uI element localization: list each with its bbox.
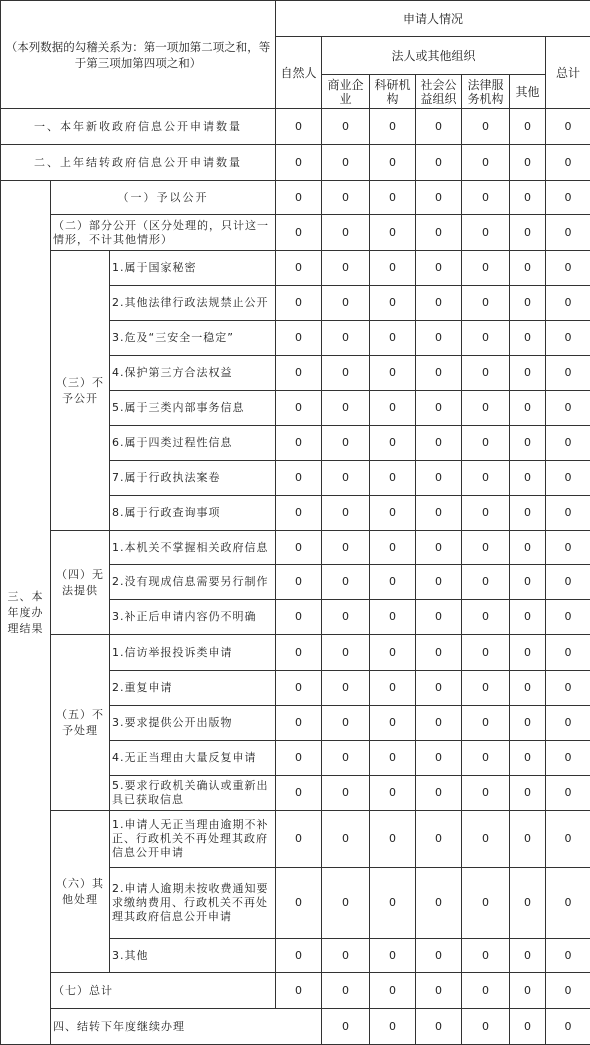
value-cell: 0 — [546, 286, 590, 321]
value-cell: 0 — [370, 776, 416, 811]
value-cell: 0 — [322, 868, 370, 939]
item-label: 3.要求提供公开出版物 — [110, 706, 276, 741]
value-cell: 0 — [416, 741, 462, 776]
value-cell: 0 — [370, 565, 416, 600]
value-cell: 0 — [370, 215, 416, 251]
value-cell: 0 — [322, 811, 370, 868]
value-cell: 0 — [510, 868, 546, 939]
value-cell: 0 — [462, 565, 510, 600]
value-cell: 0 — [370, 671, 416, 706]
value-cell: 0 — [370, 706, 416, 741]
value-cell: 0 — [416, 1009, 462, 1045]
value-cell: 0 — [546, 671, 590, 706]
value-cell: 0 — [546, 741, 590, 776]
value-cell: 0 — [546, 251, 590, 286]
value-cell: 0 — [276, 109, 322, 145]
value-cell: 0 — [276, 776, 322, 811]
item-label: 2.申请人逾期未按收费通知要求缴纳费用、行政机关不再处理其政府信息公开申请 — [110, 868, 276, 939]
org-type-header: 法律服务机构 — [462, 75, 510, 109]
item-label: 5.要求行政机关确认或重新出具已获取信息 — [110, 776, 276, 811]
value-cell: 0 — [416, 531, 462, 565]
value-cell: 0 — [462, 706, 510, 741]
org-type-header: 商业企业 — [322, 75, 370, 109]
value-cell: 0 — [370, 1009, 416, 1045]
value-cell: 0 — [546, 356, 590, 391]
value-cell: 0 — [462, 181, 510, 215]
value-cell: 0 — [416, 109, 462, 145]
value-cell: 0 — [370, 973, 416, 1009]
value-cell: 0 — [416, 145, 462, 181]
value-cell: 0 — [370, 251, 416, 286]
item-label: 3.补正后申请内容仍不明确 — [110, 600, 276, 635]
value-cell: 0 — [416, 391, 462, 426]
value-cell: 0 — [462, 973, 510, 1009]
value-cell: 0 — [276, 811, 322, 868]
value-cell: 0 — [510, 286, 546, 321]
value-cell: 0 — [416, 215, 462, 251]
value-cell: 0 — [510, 939, 546, 973]
value-cell: 0 — [416, 600, 462, 635]
value-cell: 0 — [322, 181, 370, 215]
value-cell: 0 — [462, 939, 510, 973]
item-label: 6.属于四类过程性信息 — [110, 426, 276, 461]
value-cell: 0 — [276, 321, 322, 356]
value-cell: 0 — [370, 811, 416, 868]
value-cell: 0 — [276, 251, 322, 286]
value-cell: 0 — [276, 635, 322, 671]
sub-section-label: （四）无法提供 — [51, 531, 110, 635]
value-cell: 0 — [462, 356, 510, 391]
value-cell: 0 — [546, 109, 590, 145]
value-cell: 0 — [370, 145, 416, 181]
value-cell: 0 — [510, 391, 546, 426]
value-cell: 0 — [416, 811, 462, 868]
value-cell: 0 — [416, 286, 462, 321]
value-cell: 0 — [462, 1009, 510, 1045]
applicant-header: 申请人情况 — [276, 1, 590, 37]
value-cell: 0 — [510, 181, 546, 215]
value-cell: 0 — [276, 215, 322, 251]
value-cell: 0 — [370, 635, 416, 671]
value-cell: 0 — [510, 496, 546, 531]
value-cell: 0 — [416, 973, 462, 1009]
section-label: 三、本年度办理结果 — [1, 181, 51, 1045]
value-cell: 0 — [322, 391, 370, 426]
value-cell: 0 — [416, 565, 462, 600]
value-cell: 0 — [322, 671, 370, 706]
value-cell: 0 — [546, 635, 590, 671]
row-label: 二、上年结转政府信息公开申请数量 — [1, 145, 276, 181]
value-cell: 0 — [510, 321, 546, 356]
item-label: 1.本机关不掌握相关政府信息 — [110, 531, 276, 565]
value-cell: 0 — [416, 706, 462, 741]
sub-section-label: （一）予以公开 — [51, 181, 276, 215]
value-cell: 0 — [276, 391, 322, 426]
value-cell: 0 — [546, 565, 590, 600]
value-cell: 0 — [370, 391, 416, 426]
value-cell: 0 — [546, 939, 590, 973]
item-label: 2.没有现成信息需要另行制作 — [110, 565, 276, 600]
row-label: 四、结转下年度继续办理 — [51, 1009, 322, 1045]
value-cell: 0 — [510, 109, 546, 145]
value-cell: 0 — [416, 868, 462, 939]
value-cell: 0 — [510, 600, 546, 635]
value-cell: 0 — [370, 181, 416, 215]
org-type-header: 科研机构 — [370, 75, 416, 109]
total-header: 总计 — [546, 37, 590, 109]
value-cell: 0 — [276, 181, 322, 215]
value-cell: 0 — [510, 1009, 546, 1045]
item-label: 1.信访举报投诉类申请 — [110, 635, 276, 671]
value-cell: 0 — [322, 939, 370, 973]
sub-section-label: （五）不予处理 — [51, 635, 110, 811]
value-cell: 0 — [462, 741, 510, 776]
value-cell: 0 — [322, 356, 370, 391]
value-cell: 0 — [276, 565, 322, 600]
value-cell: 0 — [416, 426, 462, 461]
value-cell: 0 — [276, 706, 322, 741]
value-cell: 0 — [462, 461, 510, 496]
value-cell: 0 — [322, 109, 370, 145]
item-label: 2.重复申请 — [110, 671, 276, 706]
item-label: 1.属于国家秘密 — [110, 251, 276, 286]
item-label: 3.其他 — [110, 939, 276, 973]
row-label: 一、本年新收政府信息公开申请数量 — [1, 109, 276, 145]
value-cell: 0 — [510, 973, 546, 1009]
value-cell: 0 — [510, 671, 546, 706]
value-cell: 0 — [416, 321, 462, 356]
value-cell: 0 — [462, 531, 510, 565]
value-cell: 0 — [416, 461, 462, 496]
value-cell: 0 — [322, 741, 370, 776]
value-cell: 0 — [276, 671, 322, 706]
sub-section-label: （六）其他处理 — [51, 811, 110, 973]
value-cell: 0 — [276, 868, 322, 939]
value-cell: 0 — [416, 496, 462, 531]
value-cell: 0 — [322, 251, 370, 286]
value-cell: 0 — [370, 109, 416, 145]
value-cell: 0 — [462, 286, 510, 321]
value-cell: 0 — [322, 776, 370, 811]
value-cell: 0 — [462, 868, 510, 939]
value-cell: 0 — [370, 496, 416, 531]
value-cell: 0 — [416, 635, 462, 671]
value-cell: 0 — [370, 286, 416, 321]
value-cell: 0 — [546, 145, 590, 181]
item-label: 1.申请人无正当理由逾期不补正、行政机关不再处理其政府信息公开申请 — [110, 811, 276, 868]
value-cell: 0 — [510, 426, 546, 461]
value-cell: 0 — [322, 426, 370, 461]
value-cell: 0 — [276, 286, 322, 321]
value-cell: 0 — [276, 973, 322, 1009]
value-cell: 0 — [322, 145, 370, 181]
value-cell: 0 — [370, 939, 416, 973]
value-cell: 0 — [510, 741, 546, 776]
value-cell: 0 — [276, 426, 322, 461]
value-cell: 0 — [322, 461, 370, 496]
value-cell: 0 — [416, 671, 462, 706]
value-cell: 0 — [276, 461, 322, 496]
value-cell: 0 — [322, 565, 370, 600]
value-cell: 0 — [276, 600, 322, 635]
value-cell: 0 — [276, 531, 322, 565]
value-cell: 0 — [370, 531, 416, 565]
value-cell: 0 — [276, 939, 322, 973]
legal-org-header: 法人或其他组织 — [322, 37, 546, 75]
value-cell: 0 — [462, 496, 510, 531]
value-cell: 0 — [276, 496, 322, 531]
value-cell: 0 — [546, 776, 590, 811]
value-cell: 0 — [510, 706, 546, 741]
value-cell: 0 — [416, 939, 462, 973]
value-cell: 0 — [322, 706, 370, 741]
value-cell: 0 — [546, 600, 590, 635]
value-cell: 0 — [322, 321, 370, 356]
value-cell: 0 — [546, 496, 590, 531]
value-cell: 0 — [416, 776, 462, 811]
value-cell: 0 — [510, 565, 546, 600]
value-cell: 0 — [462, 321, 510, 356]
item-label: 3.危及“三安全一稳定” — [110, 321, 276, 356]
value-cell: 0 — [546, 321, 590, 356]
value-cell: 0 — [546, 215, 590, 251]
value-cell: 0 — [322, 531, 370, 565]
value-cell: 0 — [276, 356, 322, 391]
value-cell: 0 — [546, 706, 590, 741]
value-cell: 0 — [462, 811, 510, 868]
item-label: 2.其他法律行政法规禁止公开 — [110, 286, 276, 321]
value-cell: 0 — [510, 251, 546, 286]
value-cell: 0 — [510, 461, 546, 496]
value-cell: 0 — [510, 811, 546, 868]
value-cell: 0 — [276, 741, 322, 776]
value-cell: 0 — [546, 811, 590, 868]
value-cell: 0 — [322, 496, 370, 531]
item-label: 5.属于三类内部事务信息 — [110, 391, 276, 426]
relationship-note: （本列数据的勾稽关系为：第一项加第二项之和，等于第三项加第四项之和） — [1, 1, 276, 109]
value-cell: 0 — [416, 251, 462, 286]
value-cell: 0 — [462, 776, 510, 811]
value-cell: 0 — [546, 531, 590, 565]
value-cell: 0 — [462, 426, 510, 461]
value-cell: 0 — [322, 286, 370, 321]
org-type-header: 社会公益组织 — [416, 75, 462, 109]
value-cell: 0 — [370, 461, 416, 496]
value-cell: 0 — [462, 391, 510, 426]
value-cell: 0 — [510, 531, 546, 565]
value-cell: 0 — [416, 181, 462, 215]
value-cell: 0 — [322, 1009, 370, 1045]
item-label: 4.保护第三方合法权益 — [110, 356, 276, 391]
value-cell: 0 — [370, 868, 416, 939]
item-label: 4.无正当理由大量反复申请 — [110, 741, 276, 776]
value-cell: 0 — [546, 426, 590, 461]
value-cell: 0 — [370, 356, 416, 391]
value-cell: 0 — [462, 109, 510, 145]
value-cell: 0 — [546, 461, 590, 496]
value-cell: 0 — [276, 145, 322, 181]
value-cell: 0 — [462, 600, 510, 635]
value-cell: 0 — [462, 215, 510, 251]
value-cell: 0 — [546, 1009, 590, 1045]
sub-section-label: （二）部分公开（区分处理的，只计这一情形，不计其他情形） — [51, 215, 276, 251]
natural-person-header: 自然人 — [276, 37, 322, 109]
item-label: 8.属于行政查询事项 — [110, 496, 276, 531]
value-cell: 0 — [510, 635, 546, 671]
value-cell: 0 — [322, 600, 370, 635]
value-cell: 0 — [546, 973, 590, 1009]
value-cell: 0 — [370, 426, 416, 461]
value-cell: 0 — [370, 600, 416, 635]
value-cell: 0 — [510, 145, 546, 181]
value-cell: 0 — [462, 251, 510, 286]
value-cell: 0 — [462, 145, 510, 181]
value-cell: 0 — [510, 215, 546, 251]
value-cell: 0 — [322, 635, 370, 671]
value-cell: 0 — [510, 776, 546, 811]
item-label: 7.属于行政执法案卷 — [110, 461, 276, 496]
sub-section-label: （三）不予公开 — [51, 251, 110, 531]
value-cell: 0 — [322, 973, 370, 1009]
value-cell: 0 — [370, 321, 416, 356]
sub-section-label: （七）总计 — [51, 973, 276, 1009]
value-cell: 0 — [462, 635, 510, 671]
value-cell: 0 — [546, 391, 590, 426]
value-cell: 0 — [510, 356, 546, 391]
value-cell: 0 — [322, 215, 370, 251]
value-cell: 0 — [370, 741, 416, 776]
value-cell: 0 — [416, 356, 462, 391]
value-cell: 0 — [546, 868, 590, 939]
value-cell: 0 — [546, 181, 590, 215]
org-type-header: 其他 — [510, 75, 546, 109]
value-cell: 0 — [462, 671, 510, 706]
